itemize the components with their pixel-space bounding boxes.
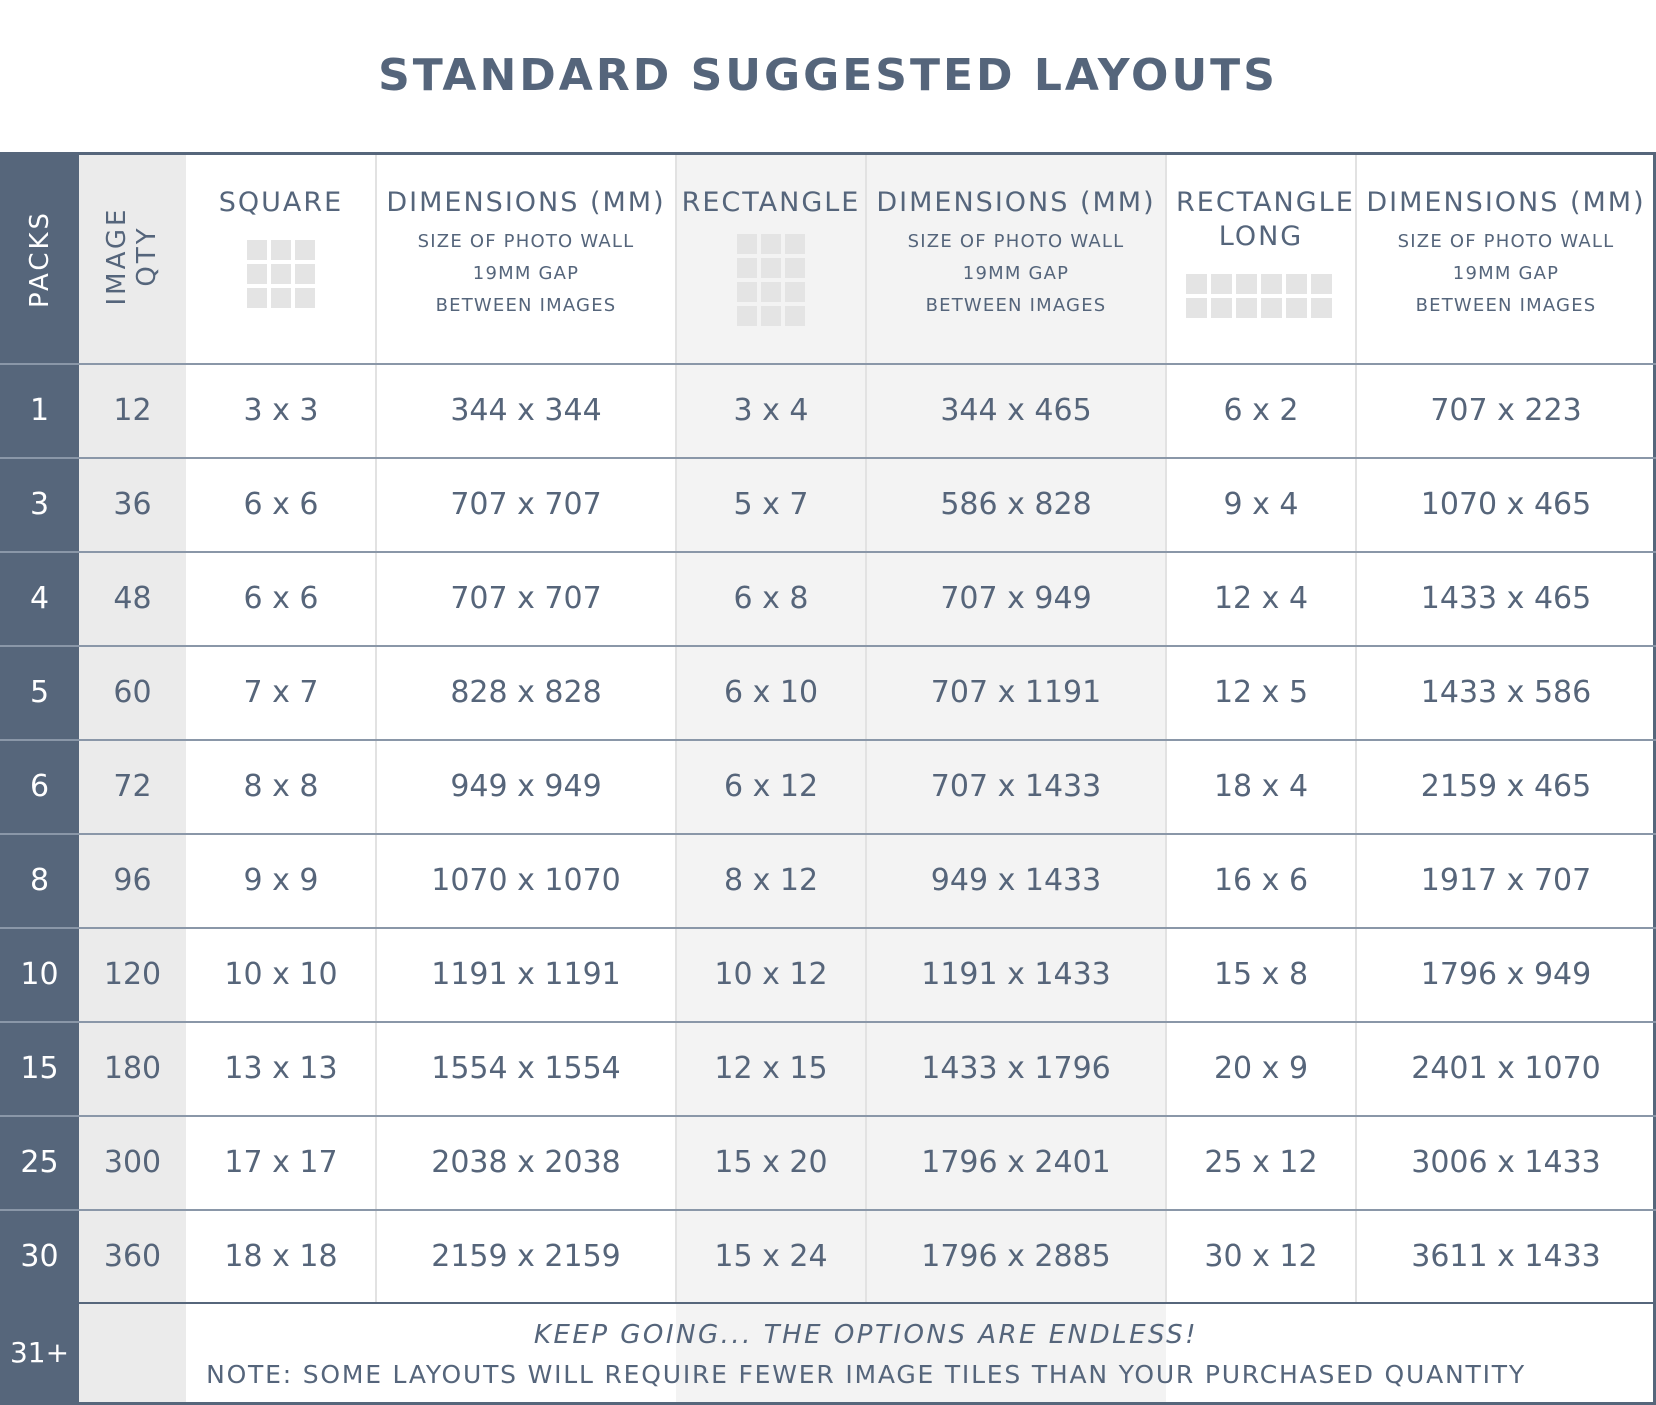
header-rectangle: [676, 152, 866, 364]
header-square-label: SQUARE: [218, 187, 344, 218]
packs-cell: 3: [29, 487, 50, 522]
long-cell: 25 x 12: [1204, 1145, 1318, 1180]
square-cell: 7 x 7: [243, 675, 319, 710]
long-dim-cell: 1796 x 949: [1420, 957, 1592, 992]
header-dimensions-label: DIMENSIONS (MM): [1366, 187, 1646, 218]
qty-cell: 48: [113, 581, 152, 616]
long-dim-cell: 1433 x 586: [1420, 675, 1592, 710]
long-dim-cell: 3006 x 1433: [1411, 1145, 1601, 1180]
footer-packs-cell: 31+: [9, 1336, 70, 1369]
square-cell: 6 x 6: [243, 581, 319, 616]
rect-cell: 6 x 12: [723, 769, 819, 804]
qty-cell: 60: [113, 675, 152, 710]
qty-cell: 36: [113, 487, 152, 522]
square-dim-cell: 344 x 344: [450, 393, 602, 428]
square-dim-cell: 707 x 707: [450, 487, 602, 522]
rect-cell: 6 x 10: [723, 675, 819, 710]
square-dim-cell: 1070 x 1070: [431, 863, 621, 898]
header-rectangle-long: [1166, 152, 1356, 364]
packs-cell: 5: [29, 675, 50, 710]
rect-dim-cell: 344 x 465: [940, 393, 1092, 428]
long-cell: 6 x 2: [1223, 393, 1299, 428]
long-dim-cell: 2401 x 1070: [1411, 1051, 1601, 1086]
square-dim-cell: 828 x 828: [450, 675, 602, 710]
rect-dim-cell: 1191 x 1433: [921, 957, 1111, 992]
qty-cell: 180: [103, 1051, 162, 1086]
rect-dim-cell: 707 x 1191: [930, 675, 1102, 710]
rect-cell: 8 x 12: [723, 863, 819, 898]
header-rectangle-label: RECTANGLE: [681, 187, 861, 218]
header-packs: PACKS: [25, 209, 55, 309]
header-square: [186, 152, 376, 364]
square-cell: 9 x 9: [243, 863, 319, 898]
long-dim-cell: 1433 x 465: [1420, 581, 1592, 616]
packs-cell: 15: [20, 1051, 59, 1086]
header-sub-2: 19MM GAP: [1452, 263, 1560, 284]
header-dimensions-label: DIMENSIONS (MM): [876, 187, 1156, 218]
long-dim-cell: 1917 x 707: [1420, 863, 1592, 898]
square-cell: 6 x 6: [243, 487, 319, 522]
long-cell: 9 x 4: [1223, 487, 1299, 522]
header-sub-1: SIZE OF PHOTO WALL: [1397, 231, 1615, 252]
long-dim-cell: 707 x 223: [1430, 393, 1582, 428]
square-cell: 13 x 13: [224, 1051, 338, 1086]
page-title: STANDARD SUGGESTED LAYOUTS: [378, 50, 1278, 101]
qty-cell: 120: [103, 957, 162, 992]
rect-dim-cell: 949 x 1433: [930, 863, 1102, 898]
qty-cell: 12: [113, 393, 152, 428]
header-square-dimensions: [376, 152, 676, 364]
header-sub-1: SIZE OF PHOTO WALL: [417, 231, 635, 252]
header-rectangle-long-dimensions: [1356, 152, 1656, 364]
square-dim-cell: 2159 x 2159: [431, 1239, 621, 1274]
header-sub-2: 19MM GAP: [962, 263, 1070, 284]
square-cell: 8 x 8: [243, 769, 319, 804]
rect-dim-cell: 707 x 1433: [930, 769, 1102, 804]
header-sub-1: SIZE OF PHOTO WALL: [907, 231, 1125, 252]
rect-cell: 10 x 12: [714, 957, 828, 992]
packs-cell: 25: [20, 1145, 59, 1180]
footer-note: [79, 1304, 1653, 1402]
square-dim-cell: 707 x 707: [450, 581, 602, 616]
square-cell: 10 x 10: [224, 957, 338, 992]
header-sub-2: 19MM GAP: [472, 263, 580, 284]
long-dim-cell: 2159 x 465: [1420, 769, 1592, 804]
long-cell: 12 x 4: [1213, 581, 1309, 616]
long-dim-cell: 3611 x 1433: [1411, 1239, 1601, 1274]
packs-cell: 6: [29, 769, 50, 804]
square-cell: 17 x 17: [224, 1145, 338, 1180]
header-rectangle-dimensions: [866, 152, 1166, 364]
rectangle-grid-icon: [737, 234, 805, 326]
footer-tagline: KEEP GOING... THE OPTIONS ARE ENDLESS!: [533, 1320, 1199, 1350]
rectangle-long-grid-icon: [1186, 274, 1336, 318]
layouts-table: [0, 152, 1656, 1405]
rect-dim-cell: 707 x 949: [940, 581, 1092, 616]
rect-dim-cell: 1796 x 2401: [921, 1145, 1111, 1180]
rect-dim-cell: 586 x 828: [940, 487, 1092, 522]
rect-cell: 15 x 20: [714, 1145, 828, 1180]
qty-cell: 72: [113, 769, 152, 804]
rect-cell: 3 x 4: [733, 393, 809, 428]
long-dim-cell: 1070 x 465: [1420, 487, 1592, 522]
long-cell: 15 x 8: [1213, 957, 1309, 992]
long-cell: 12 x 5: [1213, 675, 1309, 710]
long-cell: 18 x 4: [1213, 769, 1309, 804]
packs-cell: 8: [29, 863, 50, 898]
qty-cell: 300: [103, 1145, 162, 1180]
header-rectangle-long-label: RECTANGLE LONG: [1176, 187, 1355, 252]
long-cell: 20 x 9: [1213, 1051, 1309, 1086]
header-dimensions-label: DIMENSIONS (MM): [386, 187, 666, 218]
header-sub-3: BETWEEN IMAGES: [435, 295, 617, 316]
rect-dim-cell: 1796 x 2885: [921, 1239, 1111, 1274]
footer-note-text: NOTE: SOME LAYOUTS WILL REQUIRE FEWER IMAGE TILES THAN YOUR PURCHASED QUANTITY: [206, 1360, 1526, 1389]
packs-cell: 1: [29, 393, 50, 428]
header-image-qty: IMAGE QTY: [102, 206, 162, 306]
qty-cell: 96: [113, 863, 152, 898]
qty-cell: 360: [103, 1239, 162, 1274]
rect-cell: 12 x 15: [714, 1051, 828, 1086]
packs-cell: 4: [29, 581, 50, 616]
square-cell: 18 x 18: [224, 1239, 338, 1274]
square-cell: 3 x 3: [243, 393, 319, 428]
square-grid-icon: [247, 240, 315, 308]
rect-cell: 5 x 7: [733, 487, 809, 522]
square-dim-cell: 1191 x 1191: [431, 957, 621, 992]
packs-cell: 30: [20, 1239, 59, 1274]
square-dim-cell: 949 x 949: [450, 769, 602, 804]
rect-dim-cell: 1433 x 1796: [921, 1051, 1111, 1086]
header-sub-3: BETWEEN IMAGES: [925, 295, 1107, 316]
rect-cell: 6 x 8: [733, 581, 809, 616]
long-cell: 30 x 12: [1204, 1239, 1318, 1274]
rect-cell: 15 x 24: [714, 1239, 828, 1274]
header-sub-3: BETWEEN IMAGES: [1415, 295, 1597, 316]
long-cell: 16 x 6: [1213, 863, 1309, 898]
square-dim-cell: 2038 x 2038: [431, 1145, 621, 1180]
packs-cell: 10: [20, 957, 59, 992]
square-dim-cell: 1554 x 1554: [431, 1051, 621, 1086]
